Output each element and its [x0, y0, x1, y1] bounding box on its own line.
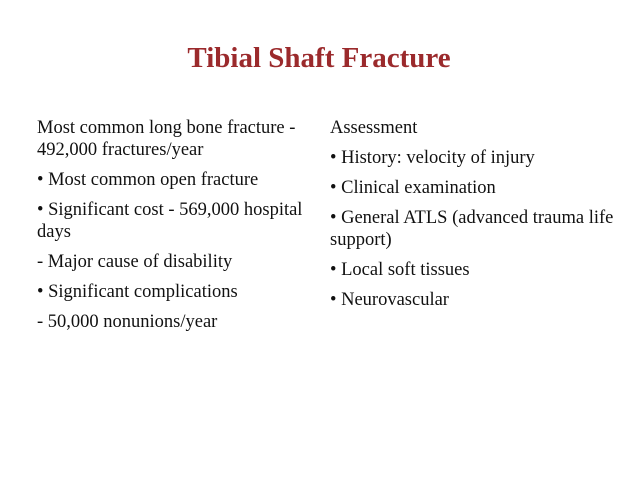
list-item-history: • History: velocity of injury — [330, 148, 535, 168]
list-item-open-fracture: • Most common open fracture — [37, 170, 259, 190]
list-item-soft-tissues: • Local soft tissues — [330, 260, 470, 280]
right-column — [330, 117, 626, 311]
list-item-clinical-examination: • Clinical examination — [330, 178, 496, 198]
list-item-long-bone-fracture: Most common long bone fracture - 492,000 fractures/year — [37, 118, 296, 160]
assessment-heading: Assessment — [330, 118, 418, 138]
left-column — [37, 117, 309, 333]
list-item-complications: • Significant complications — [37, 282, 238, 302]
list-item-disability: - Major cause of disability — [37, 252, 233, 272]
list-item-neurovascular: • Neurovascular — [330, 290, 449, 310]
list-item-nonunions: - 50,000 nonunions/year — [37, 312, 218, 332]
list-item-atls: • General ATLS (advanced trauma life support) — [330, 208, 614, 250]
slide-title: Tibial Shaft Fracture — [187, 42, 451, 74]
list-item-significant-cost: • Significant cost - 569,000 hospital days — [37, 200, 303, 242]
